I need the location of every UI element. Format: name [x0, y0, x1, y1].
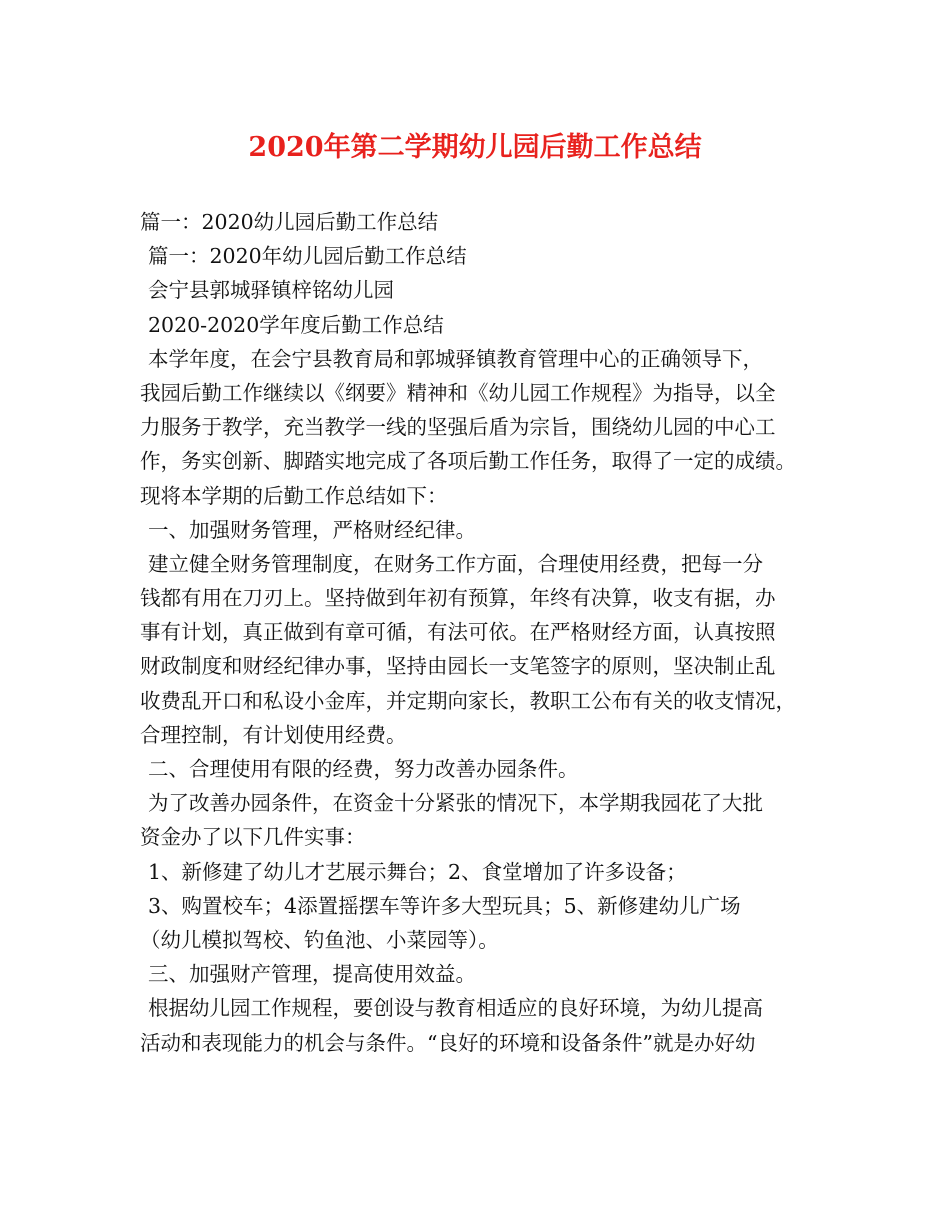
text-line: 作，务实创新、脚踏实地完成了各项后勤工作任务，取得了一定的成绩。 — [140, 449, 796, 474]
text-line: 力服务于教学，充当教学一线的坚强后盾为宗旨，围绕幼儿园的中心工 — [140, 415, 776, 440]
text-line: 合理控制，有计划使用经费。 — [140, 722, 407, 747]
text-line: 1、新修建了幼儿才艺展示舞台；2、食堂增加了许多设备； — [148, 859, 687, 884]
text-line: 2020-2020学年度后勤工作总结 — [148, 312, 444, 337]
text-line: 资金办了以下几件实事： — [140, 825, 366, 850]
text-line: 二、合理使用有限的经费，努力改善办园条件。 — [148, 757, 579, 781]
text-line: （幼儿模拟驾校、钓鱼池、小菜园等）。 — [140, 927, 499, 952]
document-body — [140, 205, 820, 1060]
text-line: 事有计划，真正做到有章可循，有法可依。在严格财经方面，认真按照 — [140, 620, 776, 645]
text-line: 我园后勤工作继续以《纲要》精神和《幼儿园工作规程》为指导，以全 — [140, 380, 776, 405]
text-line: 钱都有用在刀刃上。坚持做到年初有预算，年终有决算，收支有据，办 — [140, 586, 776, 611]
text-line: 篇一：2020幼儿园后勤工作总结 — [140, 210, 439, 234]
text-line: 一、加强财务管理，严格财经纪律。 — [148, 517, 476, 542]
text-line: 篇一：2020年幼儿园后勤工作总结 — [148, 244, 467, 269]
text-line: 收费乱开口和私设小金库，并定期向家长，教职工公布有关的收支情况， — [140, 688, 796, 713]
text-line: 根据幼儿园工作规程，要创设与教育相适应的良好环境，为幼儿提高 — [148, 996, 763, 1021]
text-line: 活动和表现能力的机会与条件。“良好的环境和设备条件”就是办好幼 — [140, 1030, 756, 1055]
text-line: 3、购置校车；4添置摇摆车等许多大型玩具；5、新修建幼儿广场 — [148, 893, 741, 918]
text-line: 三、加强财产管理，提高使用效益。 — [148, 962, 476, 987]
text-line: 本学年度，在会宁县教育局和郭城驿镇教育管理中心的正确领导下， — [148, 346, 763, 371]
text-line: 财政制度和财经纪律办事，坚持由园长一支笔签字的原则，坚决制止乱 — [140, 654, 776, 679]
text-line: 现将本学期的后勤工作总结如下： — [140, 483, 448, 508]
text-line: 会宁县郭城驿镇梓铭幼儿园 — [148, 278, 394, 303]
text-line: 建立健全财务管理制度，在财务工作方面，合理使用经费，把每一分 — [148, 551, 763, 576]
text-line: 为了改善办园条件，在资金十分紧张的情况下，本学期我园花了大批 — [148, 791, 763, 816]
document-title: 2020年第二学期幼儿园后勤工作总结 — [248, 132, 702, 163]
